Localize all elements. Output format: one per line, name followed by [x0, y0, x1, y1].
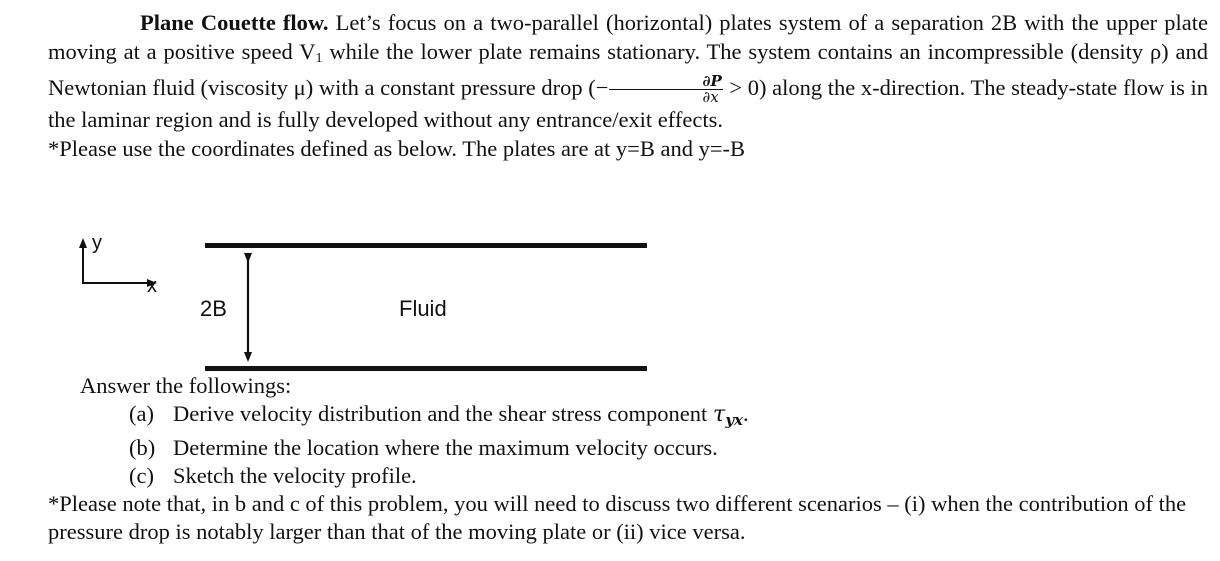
question-text: Sketch the velocity profile. — [173, 463, 417, 488]
pressure-gradient-fraction — [609, 74, 722, 105]
question-tag: (a) — [129, 401, 154, 426]
question-tag: (b) — [129, 435, 156, 460]
tau-symbol: τ — [712, 401, 726, 427]
coordinate-note: *Please use the coordinates defined as below. The plates are at y=B and y=-B — [48, 136, 746, 162]
problem-statement — [48, 8, 1208, 163]
separation-label: 2B — [200, 296, 227, 321]
answers-heading: Answer the followings: — [80, 373, 292, 398]
question-a — [48, 400, 1208, 434]
question-text: Derive velocity distribution and the shear stress component — [173, 401, 713, 426]
intro-text-2: while the lower plate remains stationary. The system contains an incompressible (density ρ) and Newtonian fluid (viscosity μ) with a constant pressure drop (− — [48, 39, 1208, 100]
x-axis-label: x — [147, 275, 157, 297]
question-c — [48, 462, 1208, 490]
question-tag: (c) — [129, 463, 154, 488]
fraction-numerator: ∂P — [609, 74, 722, 90]
question-b — [48, 434, 1208, 462]
answers-section — [48, 372, 1208, 546]
question-text-tail: . — [743, 401, 749, 426]
lower-plate — [205, 366, 647, 371]
scenario-note: *Please note that, in b and c of this problem, you will need to discuss two different scenarios – (i) when the contribution of the pressure drop is notably larger than that of the moving plate or (ii) vice versa. — [48, 491, 1187, 544]
intro-text-1: Let’s focus on a two-parallel (horizontal) plates system of a separation 2B with the upper plate moving at a positive speed V — [48, 10, 1208, 64]
problem-paragraph — [48, 8, 1208, 134]
fraction-denominator: ∂x — [702, 88, 719, 107]
y-axis-label: y — [92, 232, 102, 254]
question-text: Determine the location where the maximum velocity occurs. — [173, 435, 718, 460]
velocity-subscript: 1 — [315, 51, 323, 66]
upper-plate — [205, 243, 647, 248]
fluid-label: Fluid — [399, 296, 447, 321]
tau-subscript: yx — [725, 411, 743, 429]
intro-text-3: > 0) along the x-direction. The steady-state flow is in the laminar region and is fully developed without any entrance/exit effects. — [48, 75, 1208, 133]
problem-title: Plane Couette flow. — [140, 10, 329, 35]
